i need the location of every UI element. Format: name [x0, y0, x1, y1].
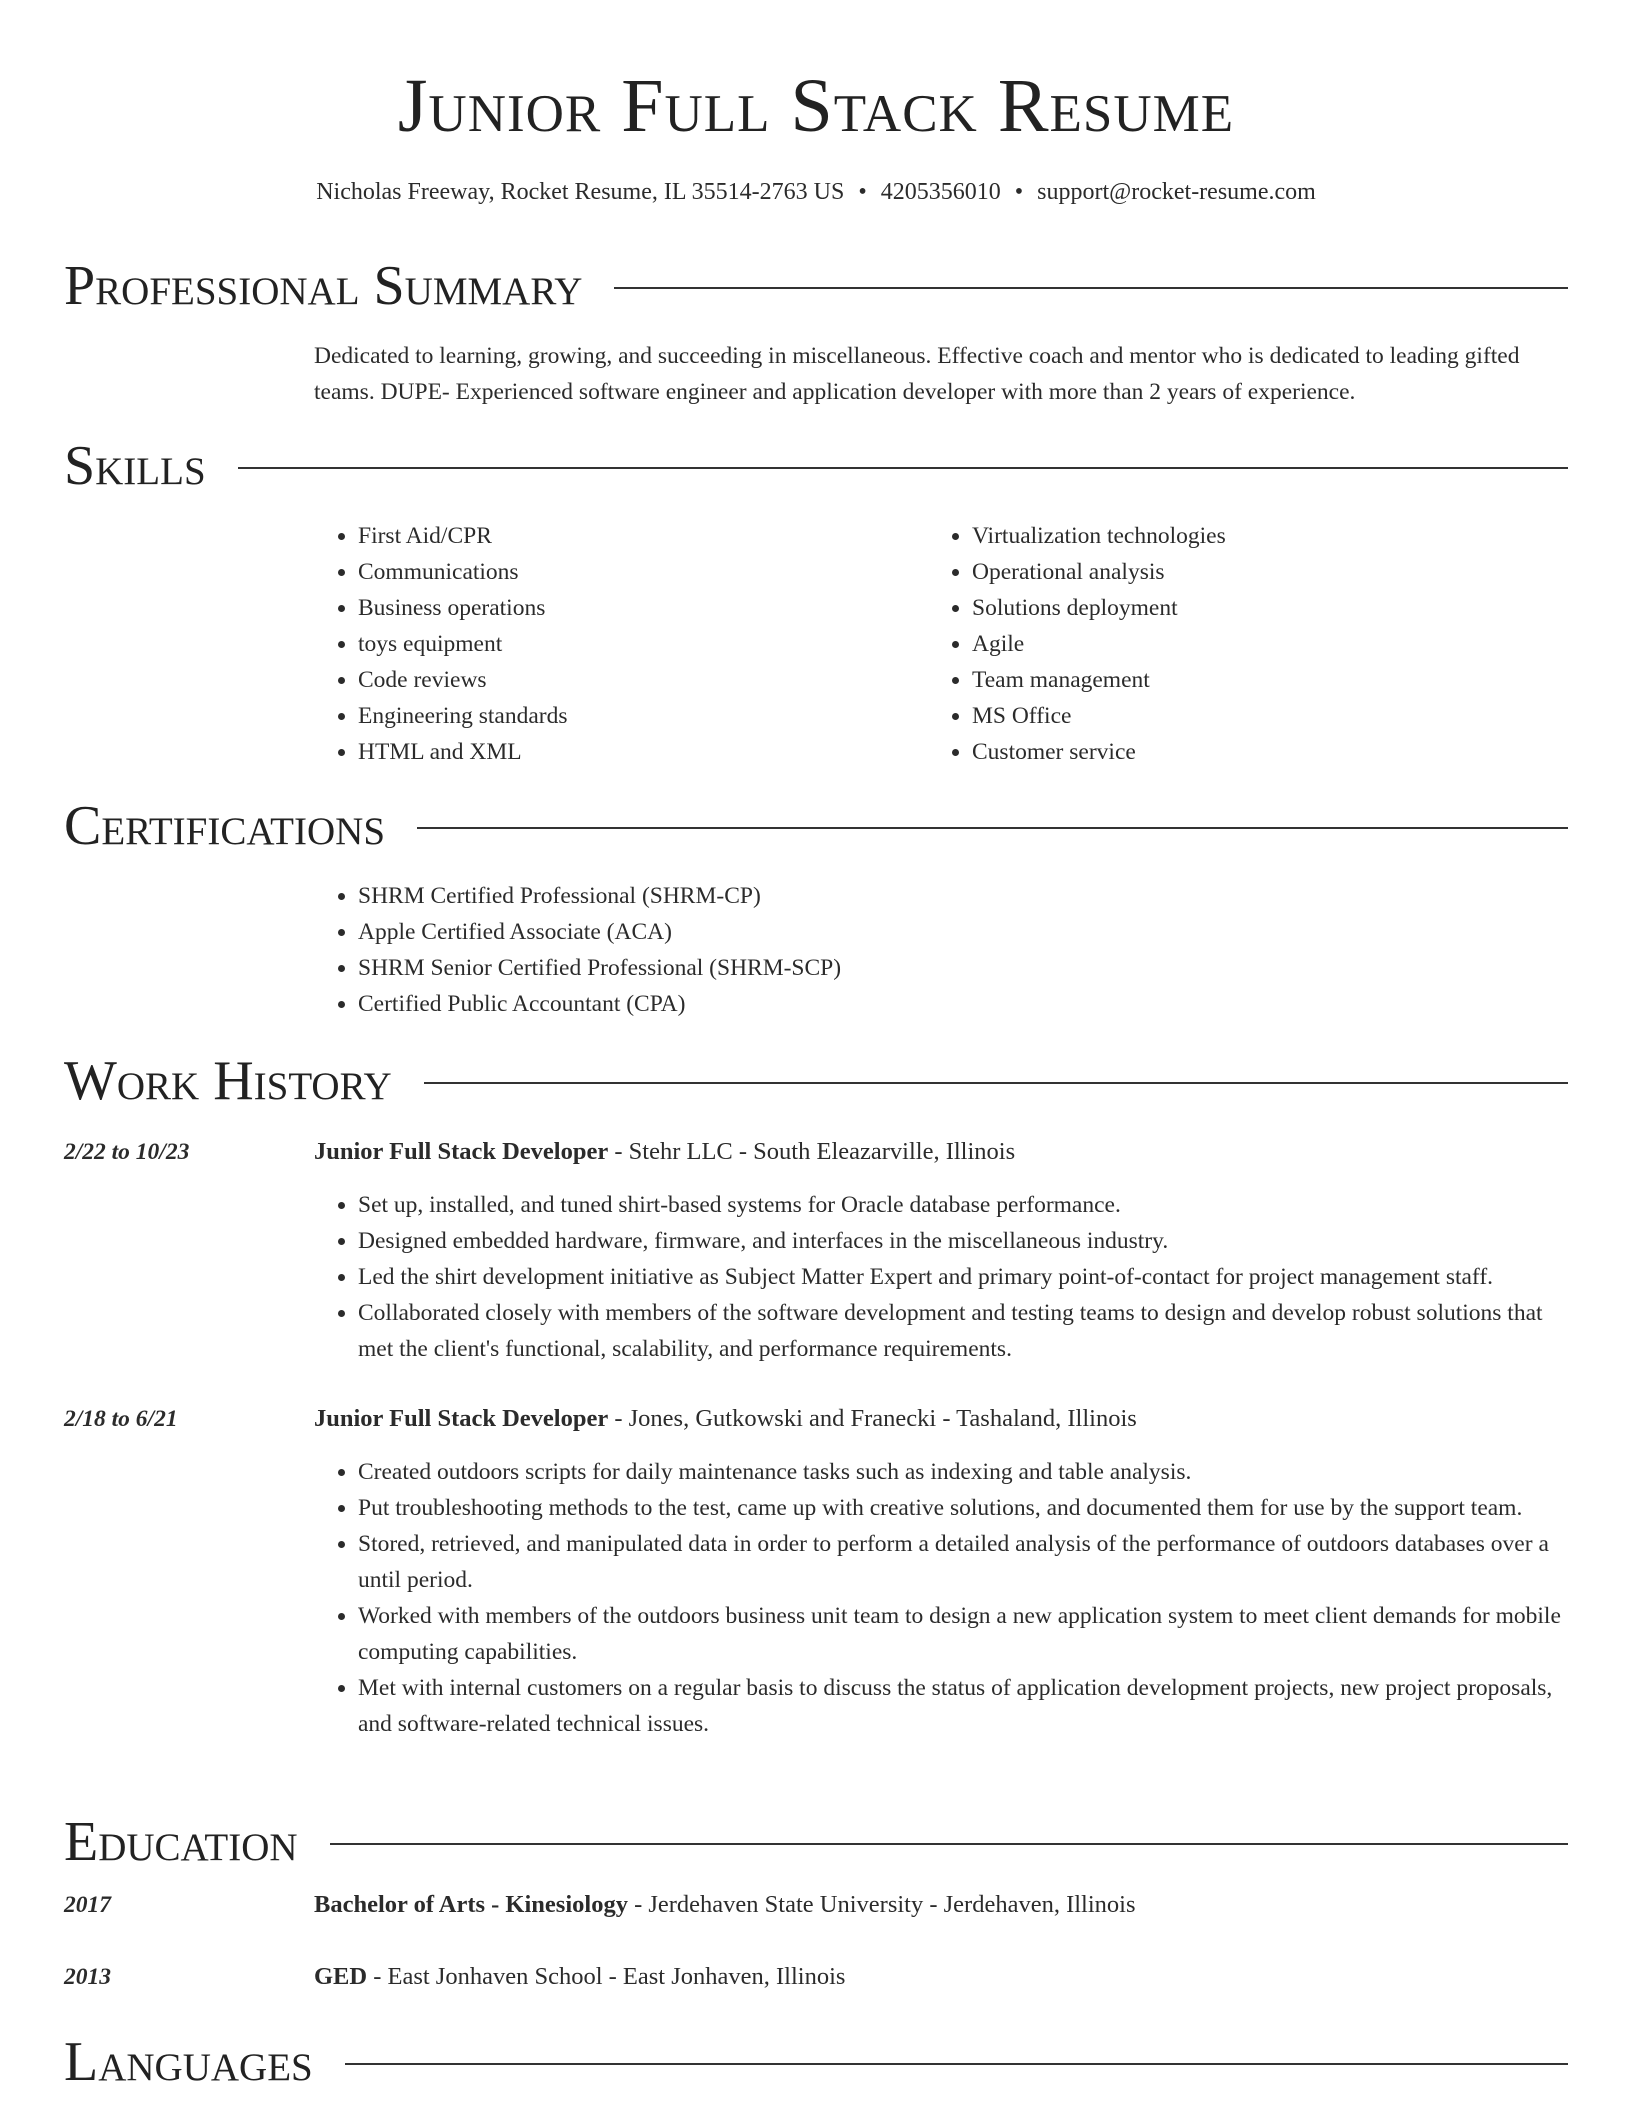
section-title: Education — [64, 1811, 298, 1873]
section-rule — [345, 2063, 1568, 2065]
job-title: Junior Full Stack Developer — [314, 1138, 609, 1165]
section-title: Professional Summary — [64, 255, 583, 317]
skill-item: • Business operations — [358, 590, 914, 626]
section-header-skills — [64, 434, 1568, 498]
skill-item: • Agile — [972, 626, 1528, 662]
certification-item: • SHRM Certified Professional (SHRM-CP) — [358, 878, 1564, 914]
job-bullet: • Stored, retrieved, and manipulated data in order to perform a detailed analysis of the performance of outdoors databases over a until period. — [358, 1526, 1574, 1598]
skill-item: • First Aid/CPR — [358, 518, 914, 554]
skill-item: • HTML and XML — [358, 734, 914, 770]
job-company: - Jones, Gutkowski and Franecki - Tashaland, Illinois — [608, 1405, 1137, 1432]
job-bullets — [314, 1187, 1574, 1367]
certification-item: • Certified Public Accountant (CPA) — [358, 986, 1564, 1022]
section-title: Languages — [64, 2031, 313, 2093]
job-heading — [314, 1401, 1564, 1437]
education-year: 2013 — [64, 1964, 111, 1990]
skill-item: • Customer service — [972, 734, 1528, 770]
certification-item: • Apple Certified Associate (ACA) — [358, 914, 1564, 950]
section-title: Skills — [64, 435, 206, 497]
skill-item: • MS Office — [972, 698, 1528, 734]
section-title: Certifications — [64, 795, 386, 857]
contact-address: Nicholas Freeway, Rocket Resume, IL 35514-2763 US — [316, 179, 845, 205]
section-rule — [424, 1082, 1568, 1084]
job-bullet: • Worked with members of the outdoors business unit team to design a new application system to meet client demands for mobile computing capabilities. — [358, 1598, 1574, 1670]
job-heading — [314, 1134, 1564, 1170]
skills-column-left — [314, 518, 914, 770]
job-dates: 2/18 to 6/21 — [64, 1406, 178, 1432]
job-company: - Stehr LLC - South Eleazarville, Illinois — [608, 1138, 1016, 1165]
section-header-work-history — [64, 1049, 1568, 1113]
contact-separator: • — [1014, 179, 1024, 205]
skill-item: • toys equipment — [358, 626, 914, 662]
job-bullet: • Set up, installed, and tuned shirt-based systems for Oracle database performance. — [358, 1187, 1574, 1223]
education-degree: GED — [314, 1963, 368, 1990]
education-school: - Jerdehaven State University - Jerdehaven, Illinois — [627, 1891, 1136, 1918]
job-dates: 2/22 to 10/23 — [64, 1139, 190, 1165]
section-rule — [417, 827, 1568, 829]
job-bullet: • Created outdoors scripts for daily maintenance tasks such as indexing and table analysis. — [358, 1454, 1574, 1490]
skills-column-right — [928, 518, 1528, 770]
contact-separator: • — [858, 179, 867, 205]
skill-item: • Solutions deployment — [972, 590, 1528, 626]
education-degree: Bachelor of Arts - Kinesiology — [314, 1891, 628, 1918]
job-bullets — [314, 1454, 1574, 1742]
education-entry — [314, 1959, 1564, 1995]
resume-title: Junior Full Stack Resume — [397, 64, 1235, 148]
certification-item: • SHRM Senior Certified Professional (SHRM-SCP) — [358, 950, 1564, 986]
job-title: Junior Full Stack Developer — [314, 1405, 609, 1432]
certifications-list — [314, 878, 1564, 1022]
skill-item: • Team management — [972, 662, 1528, 698]
section-rule — [614, 287, 1568, 289]
contact-line — [0, 172, 1632, 212]
skill-item: • Communications — [358, 554, 914, 590]
section-header-certifications — [64, 794, 1568, 858]
section-rule — [238, 467, 1568, 469]
skill-item: • Operational analysis — [972, 554, 1528, 590]
skill-item: • Code reviews — [358, 662, 914, 698]
job-bullet: • Led the shirt development initiative as Subject Matter Expert and primary point-of-contact for project management staff. — [358, 1259, 1574, 1295]
education-year: 2017 — [64, 1892, 111, 1918]
section-header-languages — [64, 2030, 1568, 2094]
job-bullet: • Designed embedded hardware, firmware, and interfaces in the miscellaneous industry. — [358, 1223, 1574, 1259]
job-bullet: • Collaborated closely with members of the software development and testing teams to design and develop robust solutions that met the client's functional, scalability, and performance requirements. — [358, 1295, 1574, 1367]
contact-email: support@rocket-resume.com — [1037, 179, 1316, 205]
section-rule — [330, 1843, 1568, 1845]
summary-text: Dedicated to learning, growing, and succeeding in miscellaneous. Effective coach and mentor who is dedicated to leading gifted teams. DUPE- Experienced software engineer and application developer with more than 2 years of experience. — [314, 343, 1520, 405]
contact-phone: 4205356010 — [880, 179, 1001, 205]
job-bullet: • Put troubleshooting methods to the test, came up with creative solutions, and documented them for use by the support team. — [358, 1490, 1574, 1526]
section-header-education — [64, 1810, 1568, 1874]
job-bullet: • Met with internal customers on a regular basis to discuss the status of application development projects, new project proposals, and software-related technical issues. — [358, 1670, 1574, 1742]
section-title: Work History — [64, 1050, 392, 1112]
skill-item: • Virtualization technologies — [972, 518, 1528, 554]
section-header-summary — [64, 254, 1568, 318]
education-entry — [314, 1887, 1564, 1923]
education-school: - East Jonhaven School - East Jonhaven, Illinois — [367, 1963, 846, 1990]
skill-item: • Engineering standards — [358, 698, 914, 734]
